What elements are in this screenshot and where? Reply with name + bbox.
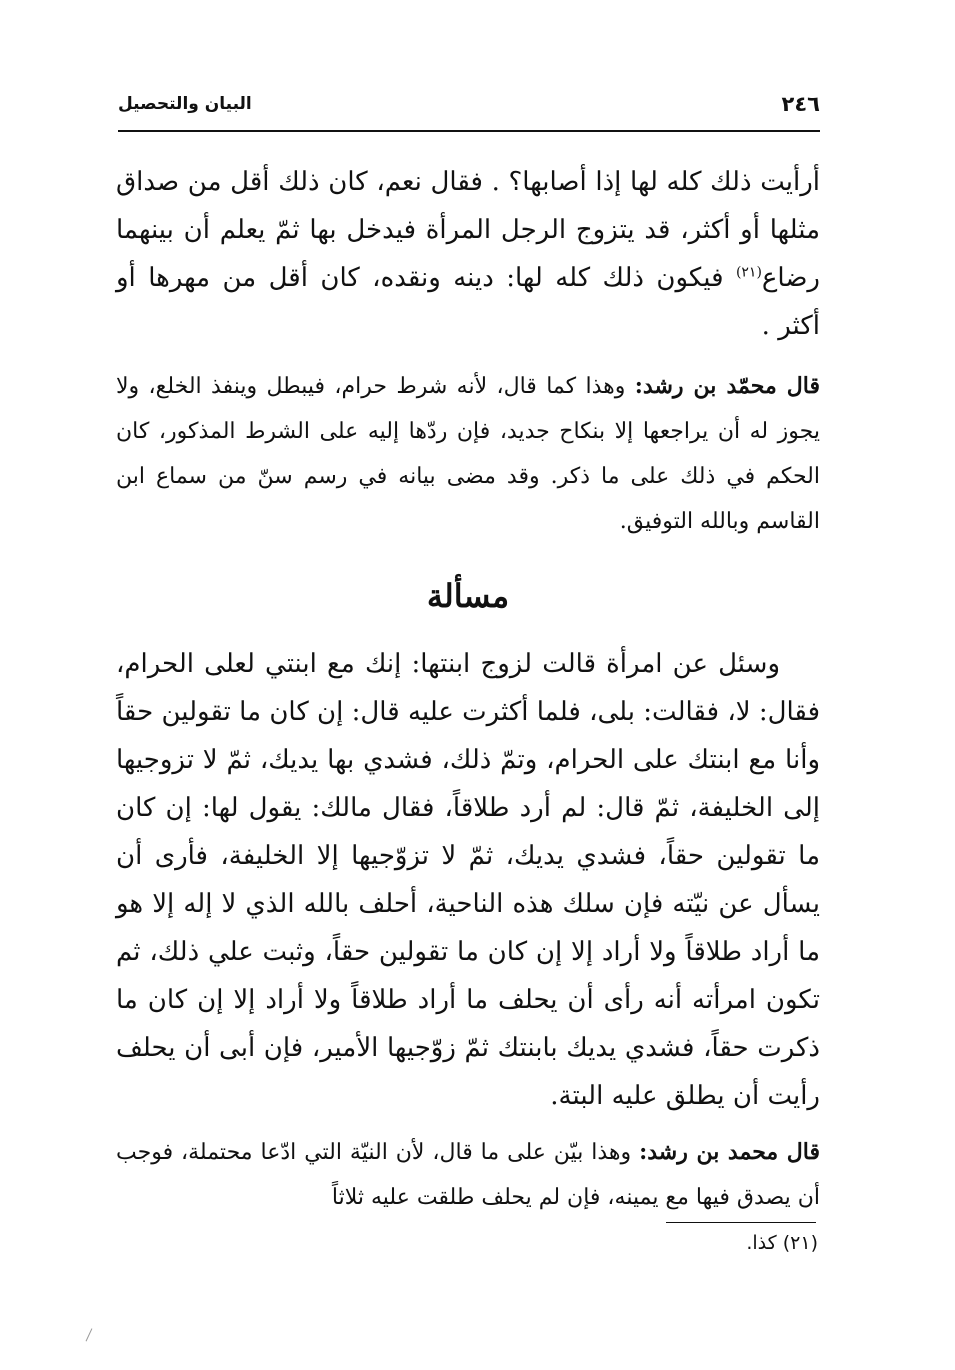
section-title: مسألة (426, 577, 510, 615)
commentary-2-speaker: قال محمد بن رشد: (639, 1139, 821, 1165)
commentary-1-text: وهذا كما قال، لأنه شرط حرام، فيبطل وينفذ الخلع، ولا يجوز له أن يراجعها إلا بنكاح جديد، فإن ردّها إليه على الشرط المذكور، كان الحكم في ذلك على ما ذكر. وقد مضى بيانه في رسم سنّ من سماع ابن القاسم وبالله التوفيق. (116, 374, 820, 534)
commentary-2-text: وهذا بيّن على ما قال، لأن النيّة التي ادّعا محتملة، فوجب أن يصدق فيها مع يمينه، فإن لم يحلف طلقت عليه ثلاثاً (116, 1140, 820, 1210)
header-rule (118, 130, 820, 132)
paragraph-2 (116, 640, 820, 1120)
commentary-2 (116, 1130, 820, 1220)
page-number: ٢٤٦ (781, 92, 820, 116)
paragraph-1-continuation: فيكون ذلك كله لها: دينه ونقده، كان أقل من مهرها أو أكثر . (116, 263, 820, 341)
page-header (118, 92, 820, 126)
commentary-1 (116, 364, 820, 544)
paragraph-1 (116, 158, 820, 350)
scan-mark (86, 1328, 102, 1345)
footnote-rule (666, 1222, 816, 1223)
footnote-ref-21: (٢١) (735, 264, 762, 281)
paragraph-1-text: أرأيت ذلك كله لها إذا أصابها؟ . فقال نعم، كان ذلك أقل من صداق مثلها أو أكثر، قد يتزوج الرجل المرأة فيدخل بها ثمّ يعلم أن بينهما رضاع (116, 167, 820, 293)
commentary-1-speaker: قال محمّد بن رشد: (634, 373, 820, 399)
running-title: البيان والتحصيل (118, 94, 252, 114)
page-body (116, 158, 820, 1220)
footnote-21: (٢١) كذا. (746, 1232, 818, 1254)
paragraph-2-text: وسئل عن امرأة قالت لزوج ابنتها: إنك مع ابنتي لعلى الحرام، فقال: لا، فقالت: بلى، فلما أكثرت عليه قال: إن كان ما تقولين حقاً وأنا مع ابنتك على الحرام، وتمّ ذلك، فشدي بها يديك، ثمّ لا تزوجيها إلى الخليفة، ثمّ قال: لم أرد طلاقاً، فقال مالك: يقول لها: إن كان ما تقولين حقاً، فشدي يديك، ثمّ لا تزوّجيها إلا الخليفة، فأرى أن يسأل عن نيّته فإن سلك هذه الناحية، أحلف بالله الذي لا إله إلا هو ما أراد طلاقاً ولا أراد إلا إن كان ما تقولين حقاً، وثبت علي ذلك، ثم تكون امرأته أنه رأى أن يحلف ما أراد طلاقاً ولا أراد إلا إن كان ما ذكرت حقاً، فشدي يديك بابنتك ثمّ زوّجيها الأمير، فإن أبى أن يحلف رأيت أن يطلق عليه البتة. (116, 649, 820, 1111)
